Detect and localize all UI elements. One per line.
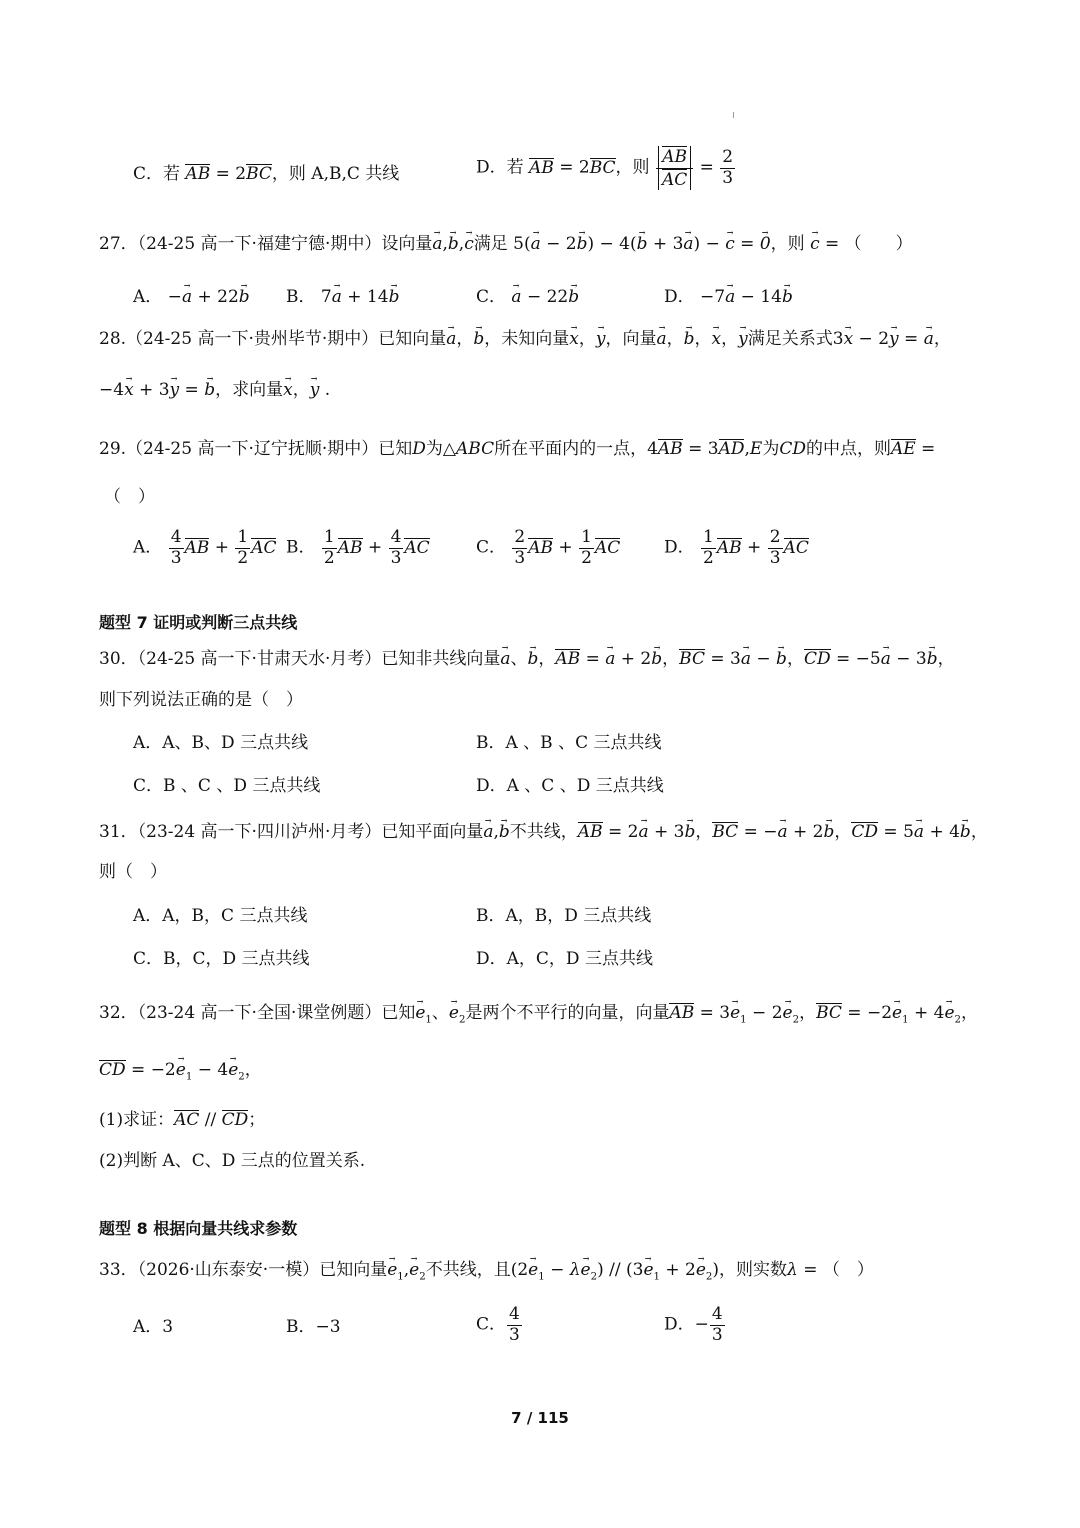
q28-line1: 28.（24-25 高一下·贵州毕节·期中）已知向量→ a，→ b，未知向量→ x，→ y，向量→ a，→ b，→ x，→ y满足关系式3→ x − 2→ y = → a， [99, 331, 951, 348]
q29-line1: 29.（24-25 高一下·辽宁抚顺·期中）已知D为△ABC所在平面内的一点，4AB = 3AD,E为CD的中点，则AE = [99, 439, 936, 459]
q28-line2: −4→ x + 3→ y = → b，求向量→ x，→ y . [99, 382, 330, 399]
q30-line1: 30．（24-25 高一下·甘肃天水·月考）已知非共线向量→ a、→ b，AB = → a + 2→ b，BC = 3→ a − → b，CD = −5→ a − 3→ b， [99, 649, 955, 668]
q33-option-c: C． $\frac{4}{3}$ [476, 1304, 520, 1345]
q30-option-b: B．A 、B 、C 三点共线 [476, 733, 662, 753]
q33-option-b: B．−3 [286, 1317, 341, 1337]
q31-option-d: D．A，C，D 三点共线 [476, 949, 653, 969]
q33-option-d: D．− $\frac{4}{3}$ [664, 1304, 723, 1345]
q32-part1: (1)求证：AC // CD； [99, 1110, 266, 1130]
q27-stem: 27．（24-25 高一下·福建宁德·期中）设向量→ a,→ b,→ c满足 5(→ a − 2→ b) − 4(→ b + 3→ a) − → c = → 0，则 → c = （ ） [99, 236, 913, 253]
q26-option-c: C．若 AB = 2BC，则 A,B,C 共线 [133, 164, 400, 184]
section-8-title: 题型 8 根据向量共线求参数 [99, 1219, 298, 1238]
q27-option-d: D． −7→ a − 14→ b [664, 289, 793, 306]
q27-option-c: C． → a − 22→ b [476, 289, 579, 306]
q29-paren: （ ） [104, 487, 155, 507]
q30-option-c: C．B 、C 、D 三点共线 [133, 776, 321, 796]
q29-option-a: A． $\frac{4}{3}$ AB + $\frac{1}{2}$ AC [133, 527, 277, 568]
q33-option-a: A．3 [133, 1317, 174, 1337]
q31-line2: 则（ ） [99, 862, 167, 882]
q30-option-a: A．A、B、D 三点共线 [133, 733, 309, 753]
q29-option-c: C． $\frac{2}{3}$ AB + $\frac{1}{2}$ AC [476, 527, 621, 568]
q29-option-d: D． $\frac{1}{2}$ AB + $\frac{2}{3}$ AC [664, 527, 809, 568]
section-7-title: 题型 7 证明或判断三点共线 [99, 613, 298, 632]
q32-line2: CD = $-2\to e_1 - 4\to e_2$， [99, 1060, 262, 1083]
q33-line1: 33．（2026·山东泰安·一模）已知向量→ $e_1,\to e_2$不共线，且$(2\to e_1 - \lambda\to e_2) // (3\to e_1 + 2\to e_2)$，则实数λ = （ ） [99, 1262, 874, 1283]
q30-option-d: D．A 、C 、D 三点共线 [476, 776, 664, 796]
q32-part2: (2)判断 A、C、D 三点的位置关系. [99, 1151, 366, 1171]
q31-option-a: A．A，B，C 三点共线 [133, 906, 308, 926]
q31-line1: 31．（23-24 高一下·四川泸州·月考）已知平面向量→ a,→ b不共线，AB = 2→ a + 3→ b，BC = −→ a + 2→ b，CD = 5→ a + 4→ b， [99, 822, 988, 841]
q27-option-b: B． 7→ a + 14→ b [286, 289, 399, 306]
q27-option-a: A． −→ a + 22→ b [133, 289, 250, 306]
q30-line2: 则下列说法正确的是（ ） [99, 690, 303, 710]
q32-line1: 32．（23-24 高一下·全国·课堂例题）已知→ $e_1$、→ $e_2$是两个不平行的向量，向量AB = $3\to e_1 - 2\to e_2$，BC = $-2\to e_1 + 4\to e_2$， [99, 1003, 978, 1026]
q29-option-b: B． $\frac{1}{2}$ AB + $\frac{4}{3}$ AC [286, 527, 430, 568]
q31-option-b: B．A，B，D 三点共线 [476, 906, 652, 926]
q31-option-c: C．B，C，D 三点共线 [133, 949, 310, 969]
q26-option-d: D．若 AB = 2BC，则 $\frac{AB}{AC}$ = $\frac{2}{3}$ [476, 147, 734, 190]
page-number: 7 / 115 [511, 1409, 569, 1427]
scan-mark [733, 112, 734, 118]
